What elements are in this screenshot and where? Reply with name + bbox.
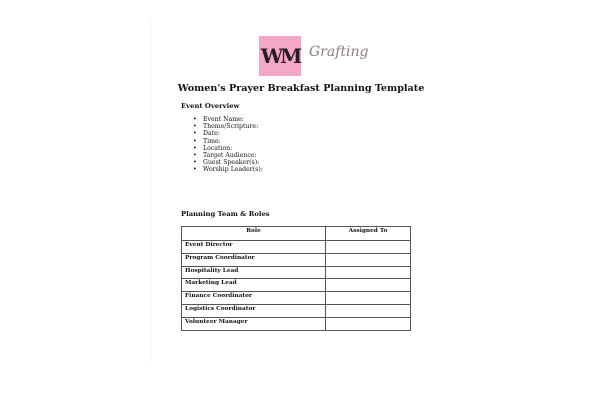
logo-badge <box>259 36 301 76</box>
table-row <box>182 292 411 305</box>
role-cell: Logistics Coordinator <box>182 304 326 317</box>
event-overview-list <box>193 116 263 174</box>
planning-team-heading: Planning Team & Roles <box>181 210 270 218</box>
table-row <box>182 304 411 317</box>
list-item: • Guest Speaker(s): <box>193 159 263 166</box>
assigned-cell <box>326 317 411 330</box>
role-cell: Marketing Lead <box>182 279 326 292</box>
table-row <box>182 317 411 330</box>
list-item: • Date: <box>193 130 263 137</box>
logo-script: Grafting <box>309 44 369 60</box>
table-row <box>182 266 411 279</box>
role-cell: Hospitality Lead <box>182 266 326 279</box>
brand-logo <box>259 36 369 80</box>
list-item: • Theme/Scripture: <box>193 123 263 130</box>
role-cell: Program Coordinator <box>182 253 326 266</box>
document-page <box>150 18 451 363</box>
table-row <box>182 253 411 266</box>
table-header-row <box>182 227 411 241</box>
role-cell: Finance Coordinator <box>182 292 326 305</box>
assigned-cell <box>326 292 411 305</box>
roles-table <box>181 226 411 331</box>
list-item: • Location: <box>193 145 263 152</box>
column-header-role: Role <box>182 227 326 241</box>
role-cell: Event Director <box>182 241 326 254</box>
assigned-cell <box>326 253 411 266</box>
assigned-cell <box>326 241 411 254</box>
event-overview-heading: Event Overview <box>181 102 240 110</box>
list-item: • Event Name: <box>193 116 263 123</box>
document-title: Women's Prayer Breakfast Planning Template <box>177 83 425 94</box>
assigned-cell <box>326 304 411 317</box>
column-header-assigned: Assigned To <box>326 227 411 241</box>
logo-mark: WM <box>260 44 300 68</box>
list-item: • Time: <box>193 138 263 145</box>
assigned-cell <box>326 266 411 279</box>
role-cell: Volunteer Manager <box>182 317 326 330</box>
table-row <box>182 279 411 292</box>
table-row <box>182 241 411 254</box>
assigned-cell <box>326 279 411 292</box>
list-item: • Worship Leader(s): <box>193 166 263 173</box>
list-item: • Target Audience: <box>193 152 263 159</box>
